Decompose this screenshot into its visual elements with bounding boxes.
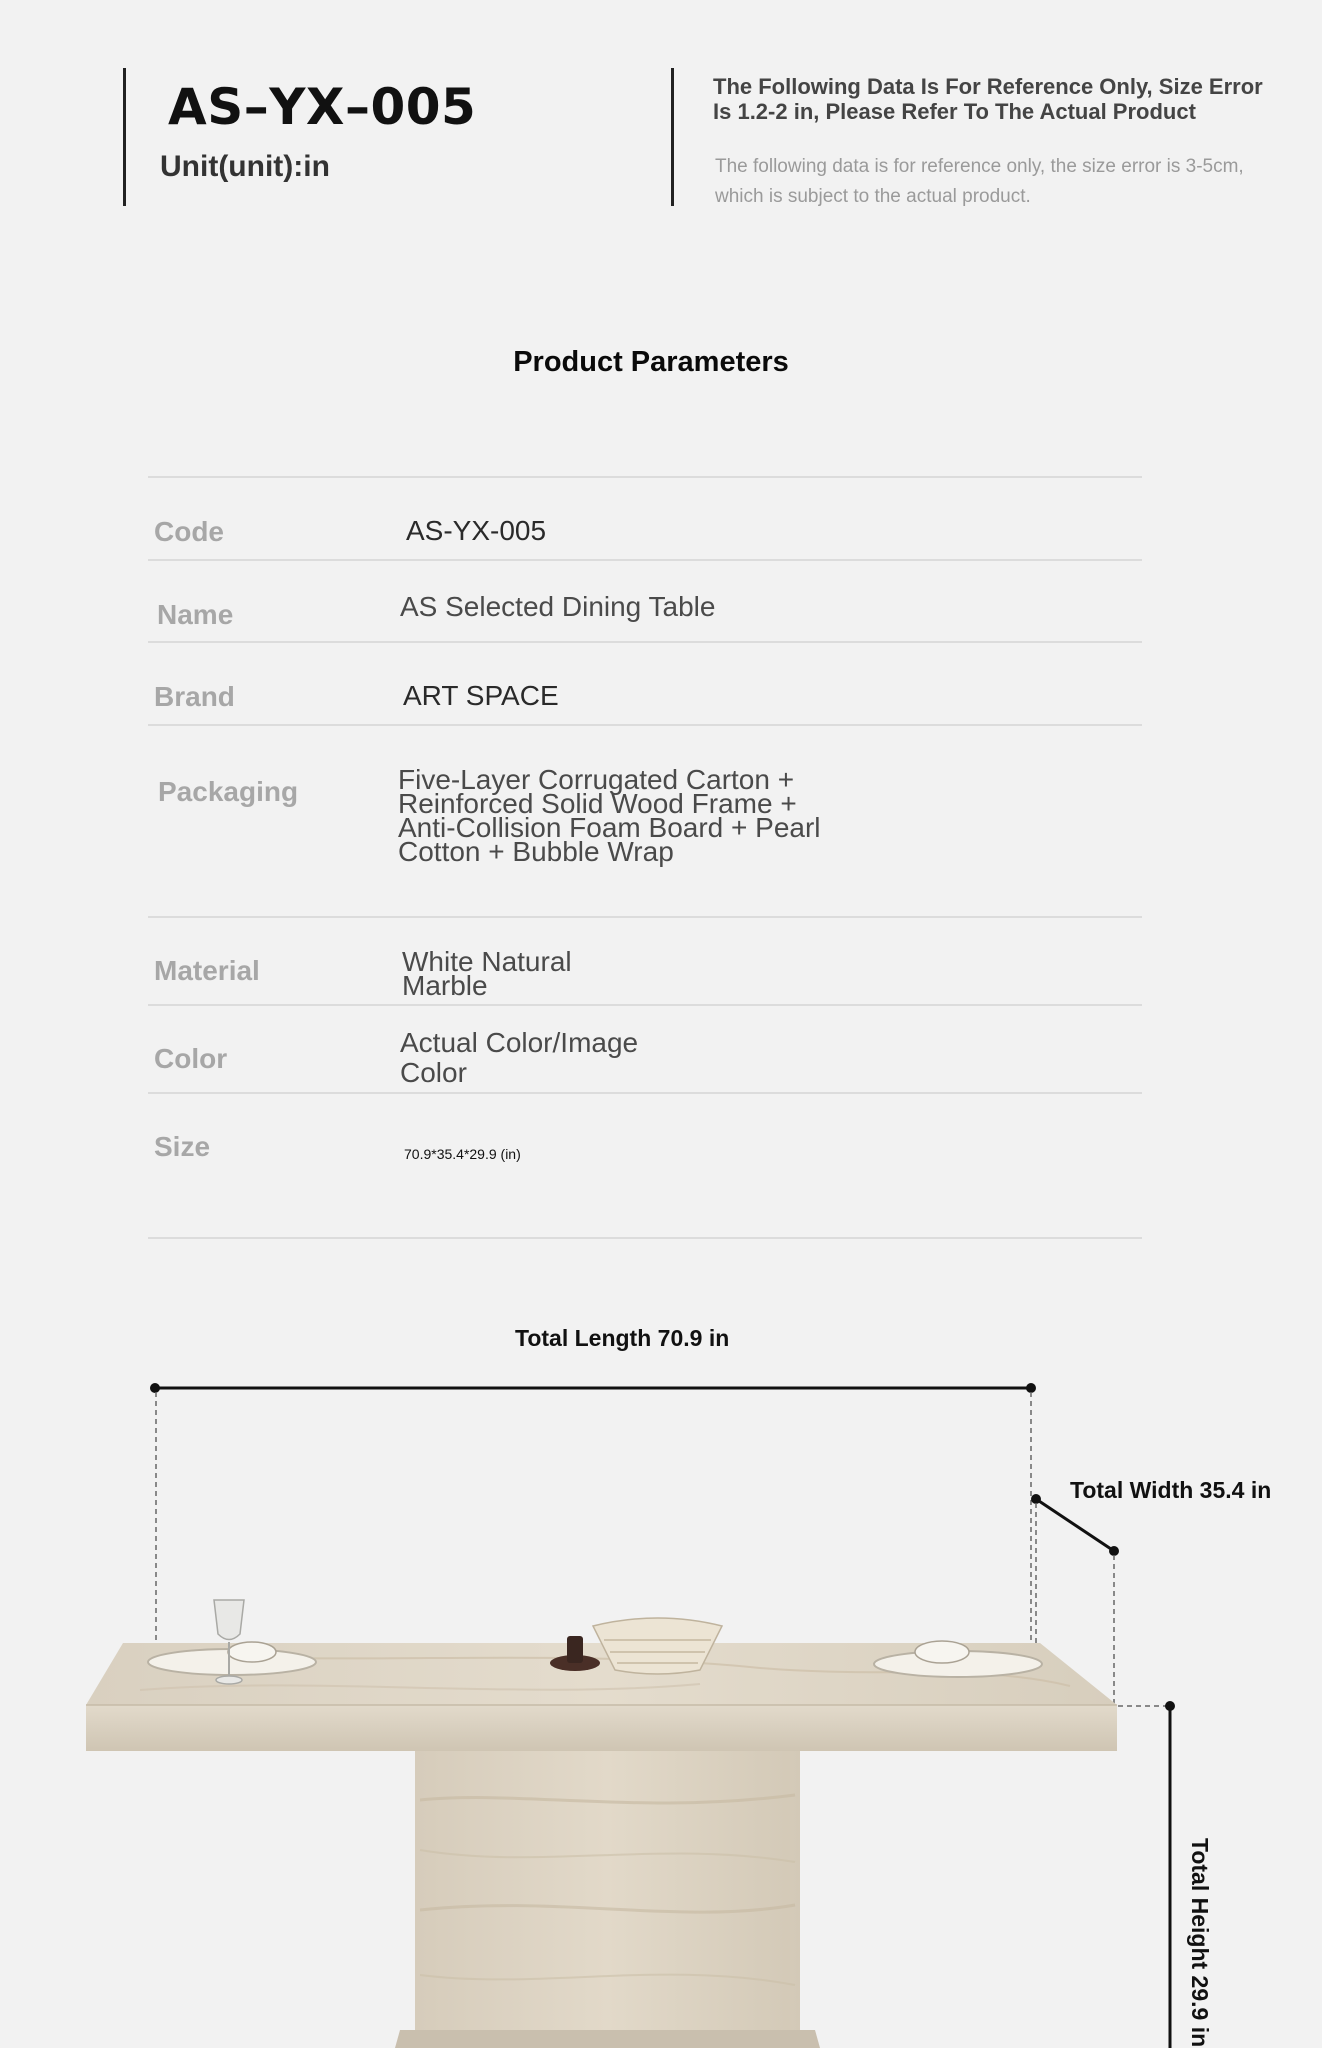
param-value-name: AS Selected Dining Table <box>400 591 716 622</box>
height-dimension-line <box>1118 1701 1175 2048</box>
reference-note-en: The Following Data Is For Reference Only, Size Error Is 1.2-2 in, Please Refer To The Actual Product <box>713 74 1263 124</box>
length-dimension-line <box>150 1383 1036 1642</box>
param-value-line: Actual Color/Image <box>400 1027 639 1058</box>
param-value-size: 70.9*35.4*29.9 (in) <box>404 1146 521 1162</box>
param-value-line: Cotton + Bubble Wrap <box>398 836 674 867</box>
param-label-color: Color <box>154 1043 228 1074</box>
param-label-name: Name <box>157 599 234 630</box>
table-illustration <box>86 1643 1117 2048</box>
total-length-label: Total Length 70.9 in <box>515 1325 730 1351</box>
reference-note-secondary: The following data is for reference only, the size error is 3-5cm, which is subject to the actual product. <box>715 156 1244 207</box>
param-value-line: Color <box>400 1057 467 1088</box>
param-value-line: Anti-Collision Foam Board + Pearl <box>398 812 821 843</box>
param-label-packaging: Packaging <box>158 776 299 807</box>
param-value-line: Five-Layer Corrugated Carton + <box>398 764 795 795</box>
total-height-label: Total Height 29.9 in <box>1187 1838 1213 2048</box>
decorative-bowl-icon <box>593 1618 722 1674</box>
unit-label: Unit(unit):in <box>160 150 330 183</box>
param-label-material: Material <box>154 955 260 986</box>
total-width-label: Total Width 35.4 in <box>1070 1477 1272 1503</box>
param-label-brand: Brand <box>154 681 235 712</box>
param-value-line: Reinforced Solid Wood Frame + <box>398 788 797 819</box>
param-value-line: Marble <box>402 970 488 1001</box>
param-label-size: Size <box>154 1131 211 1162</box>
section-title: Product Parameters <box>513 346 789 378</box>
param-value-brand: ART SPACE <box>403 680 559 711</box>
param-value-code: AS-YX-005 <box>406 515 547 546</box>
param-value-line: White Natural <box>402 946 572 977</box>
model-code-title: AS–YX–005 <box>168 78 477 136</box>
param-label-code: Code <box>154 516 224 547</box>
